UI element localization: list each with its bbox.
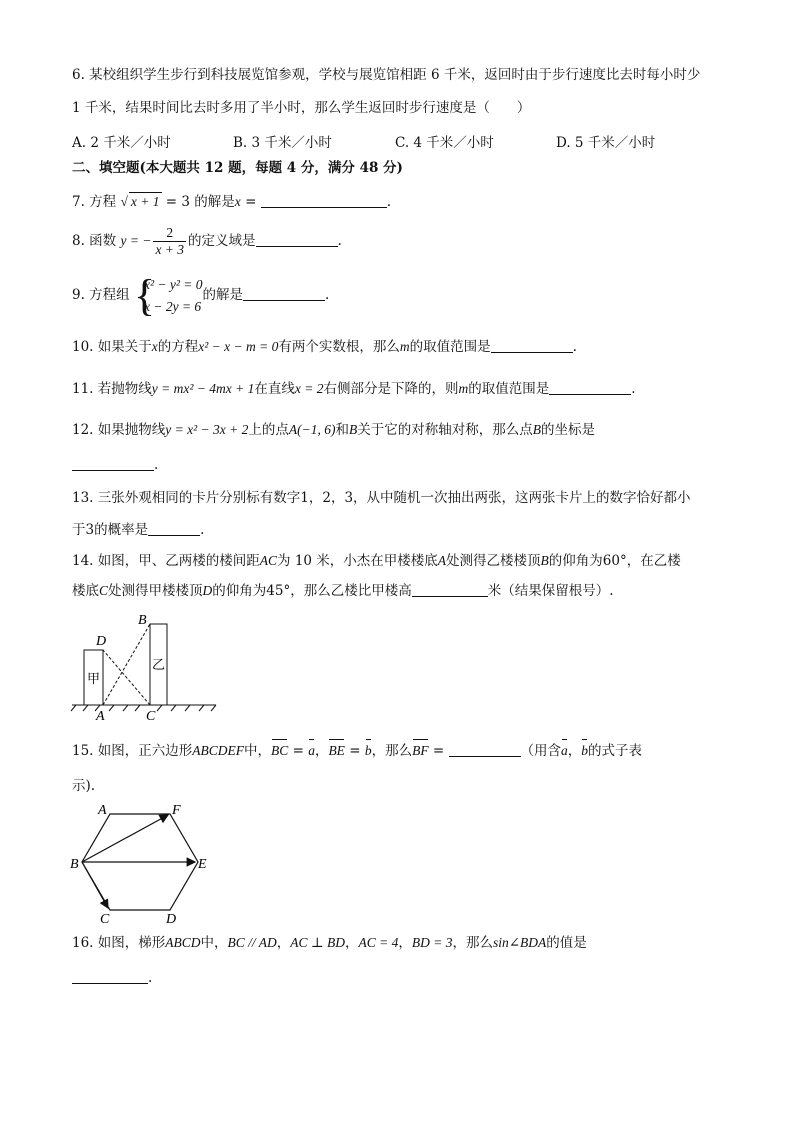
label-B: B — [70, 857, 79, 872]
q8-prefix: 8. 函数 — [72, 233, 117, 249]
q15-hex: ABCDEF — [192, 743, 245, 758]
q12-point: A(−1, 6) — [288, 422, 336, 437]
q9-prefix: 9. 方程组 — [72, 287, 130, 303]
q11 — [72, 380, 636, 398]
q12-b: 和 — [335, 422, 349, 438]
label-yi: 乙 — [152, 657, 166, 672]
q14-line1c: 处测得乙楼楼顶 — [446, 553, 541, 569]
q13-end: . — [200, 522, 205, 538]
q15-line1c: ，那么 — [371, 743, 413, 759]
vector-BC — [82, 862, 108, 908]
q12-B: B — [348, 422, 358, 437]
q10-answer-blank[interactable] — [491, 338, 573, 353]
q9-system — [133, 270, 203, 320]
q16-line2 — [72, 969, 152, 987]
q12-prefix: 12. 如果抛物线 — [72, 422, 166, 438]
q16-cond4: BD = 3 — [411, 935, 453, 950]
q8 — [72, 224, 342, 258]
q12-end: . — [154, 457, 159, 473]
q14-line1b: 为 10 米，小杰在甲楼楼底 — [277, 553, 438, 569]
q13-line2 — [72, 521, 204, 539]
q12-line1 — [72, 421, 595, 439]
label-D: D — [96, 634, 107, 649]
dashed-line-C-D — [103, 650, 150, 705]
q15-vec-b2: b — [581, 743, 588, 758]
q15-vec-a2: a — [561, 743, 568, 758]
q10-a: 的方程 — [157, 339, 199, 355]
label-A: A — [98, 803, 107, 818]
q15-vec-BE: BE — [328, 743, 345, 758]
q6-option-d[interactable]: D. 5 千米／小时 — [556, 135, 656, 151]
q7-var: x — [234, 194, 241, 209]
q16-sin: sin∠BDA — [492, 935, 547, 950]
q14-line2c: 的仰角为 — [212, 583, 267, 599]
q16-cond1: BC // AD — [227, 935, 277, 950]
q14-figure — [70, 610, 220, 725]
q7-answer-blank[interactable] — [261, 193, 387, 208]
label-D: D — [166, 912, 177, 927]
q14-line1e: ，在乙楼 — [626, 553, 681, 569]
q16-line1b: 中， — [200, 935, 228, 951]
q12-B2: B — [532, 422, 541, 437]
q14-C: C — [99, 583, 109, 598]
q12-equation: y = x² − 3x + 2 — [165, 422, 249, 437]
q7 — [72, 192, 391, 211]
q8-denominator: x + 3 — [155, 242, 185, 257]
q14-line1a: 14. 如图，甲、乙两楼的楼间距 — [72, 553, 260, 569]
q16-line1d: 的值是 — [546, 935, 587, 951]
q15-sep: ， — [314, 743, 329, 759]
q16-s2: ， — [344, 935, 359, 951]
q15-line2: 示). — [72, 778, 96, 794]
q6-line1: 6. 某校组织学生步行到科技展览馆参观，学校与展览馆相距 6 千米，返回时由于步行速度比去时每小时少 — [72, 67, 701, 83]
q8-end: . — [337, 233, 342, 249]
q15-eq1: = — [288, 743, 309, 759]
dashed-line-A-B — [103, 624, 150, 705]
q15-eq3: = — [428, 743, 449, 759]
q14-answer-blank[interactable] — [412, 582, 488, 597]
q8-fraction — [153, 225, 186, 258]
q14-line1d: 的仰角为 — [548, 553, 603, 569]
q6-option-a[interactable]: A. 2 千米／小时 — [72, 135, 171, 151]
q9-brace: { — [133, 270, 156, 320]
q8-mid: 的定义域是 — [188, 233, 256, 249]
q14-B: B — [540, 553, 549, 568]
q12-a: 上的点 — [248, 422, 289, 438]
q10-b: 有两个实数根，那么 — [278, 339, 400, 355]
q12-c: 关于它的对称轴对称，那么点 — [357, 422, 533, 438]
q10-equation: x² − x − m = 0 — [198, 339, 279, 354]
q14-D: D — [202, 583, 213, 598]
q14-line2b: 处测得甲楼楼顶 — [108, 583, 203, 599]
q10 — [72, 338, 577, 356]
q9 — [72, 272, 329, 318]
label-B: B — [138, 613, 147, 628]
q16-answer-blank[interactable] — [72, 969, 148, 984]
q9-end: . — [325, 287, 330, 303]
q13-line1: 13. 三张外观相同的卡片分别标有数字1，2，3，从中随机一次抽出两张，这两张卡片上的数字恰好都小 — [72, 490, 691, 506]
q7-prefix: 7. 方程 — [72, 194, 117, 210]
label-A: A — [96, 709, 105, 724]
q16-trap: ABCD — [165, 935, 201, 950]
q11-line: x = 2 — [294, 381, 324, 396]
q15-vec-b: b — [364, 743, 372, 758]
q16-cond2: AC ⊥ BD — [290, 935, 345, 950]
q9-eq2: x − 2y = 6 — [143, 298, 202, 314]
q8-numerator: 2 — [153, 225, 186, 242]
q15-vec-BC: BC — [271, 743, 289, 758]
q16-cond3: AC = 4 — [358, 935, 399, 950]
q14-line2 — [72, 582, 614, 600]
q15-line1a: 15. 如图，正六边形 — [72, 743, 193, 759]
section-title: 二、填空题(本大题共 12 题，每题 4 分，满分 48 分) — [72, 160, 403, 176]
q8-lhs: y = − — [120, 233, 152, 248]
q14-deg60: 60° — [602, 553, 627, 569]
q10-c: 的取值范围是 — [409, 339, 491, 355]
q6-option-c[interactable]: C. 4 千米／小时 — [395, 135, 494, 151]
q14-deg45: 45° — [266, 583, 291, 599]
q16-line1 — [72, 934, 587, 952]
q11-a: 在直线 — [254, 381, 295, 397]
q14-line2a: 楼底 — [72, 583, 99, 599]
q15-vec-BF: BF — [412, 743, 429, 758]
q15-answer-blank[interactable] — [449, 742, 521, 757]
q11-equation: y = mx² − 4mx + 1 — [151, 381, 255, 396]
q14-line2d: ，那么乙楼比甲楼高 — [290, 583, 412, 599]
q14-A: A — [437, 553, 447, 568]
label-C: C — [100, 912, 110, 927]
q15-vec-a: a — [308, 743, 315, 758]
q10-m: m — [399, 339, 410, 354]
ground-hatch — [71, 705, 216, 711]
q11-prefix: 11. 若抛物线 — [72, 381, 152, 397]
q11-m: m — [458, 381, 469, 396]
q12-answer-blank[interactable] — [72, 456, 154, 471]
q15-comma: ， — [567, 743, 582, 759]
q16-s1: ， — [276, 935, 291, 951]
q9-answer-blank[interactable] — [243, 286, 325, 301]
q15-line1b: 中， — [244, 743, 272, 759]
q16-line1c: ，那么 — [452, 935, 493, 951]
q7-end: . — [386, 194, 391, 210]
q12-d: 的坐标是 — [540, 422, 595, 438]
q7-mid: = 3 的解是 — [161, 194, 235, 210]
q15-eq2: = — [344, 743, 365, 759]
q16-s3: ， — [398, 935, 412, 951]
q11-end: . — [631, 381, 636, 397]
q14-line2e: 米（结果保留根号）. — [487, 583, 614, 599]
label-C: C — [146, 709, 156, 724]
q13-answer-blank[interactable] — [148, 521, 200, 536]
q11-c: 的取值范围是 — [468, 381, 550, 397]
q10-var: x — [151, 339, 158, 354]
label-F: F — [172, 803, 181, 818]
label-E: E — [198, 857, 207, 872]
q16-line1a: 16. 如图，梯形 — [72, 935, 166, 951]
q14-AC: AC — [259, 553, 278, 568]
q7-radicand: x + 1 — [130, 194, 160, 209]
label-jia: 甲 — [87, 671, 101, 686]
q8-answer-blank[interactable] — [256, 232, 338, 247]
q15-figure — [68, 802, 218, 927]
q15-line1d: （用含 — [520, 743, 561, 759]
q11-b: 右侧部分是下降的，则 — [323, 381, 459, 397]
q13-line2a: 于3的概率是 — [72, 522, 149, 538]
q12-line2 — [72, 456, 158, 474]
q10-end: . — [572, 339, 577, 355]
q10-prefix: 10. 如果关于 — [72, 339, 152, 355]
q7-sqrt: √ x + 1 — [120, 194, 160, 209]
q6-option-b[interactable]: B. 3 千米／小时 — [233, 135, 332, 151]
q11-answer-blank[interactable] — [549, 380, 631, 395]
q6-line2: 1 千米，结果时间比去时多用了半小时，那么学生返回时步行速度是（ ） — [72, 100, 531, 116]
vector-BF — [82, 815, 168, 862]
q14-line1 — [72, 552, 681, 570]
q9-eq1: x² − y² = 0 — [143, 276, 203, 292]
q16-end: . — [148, 970, 153, 986]
q15-line1 — [72, 742, 642, 760]
q7-eq: = — [240, 194, 261, 210]
q9-mid: 的解是 — [202, 287, 244, 303]
q15-line1e: 的式子表 — [588, 743, 642, 759]
